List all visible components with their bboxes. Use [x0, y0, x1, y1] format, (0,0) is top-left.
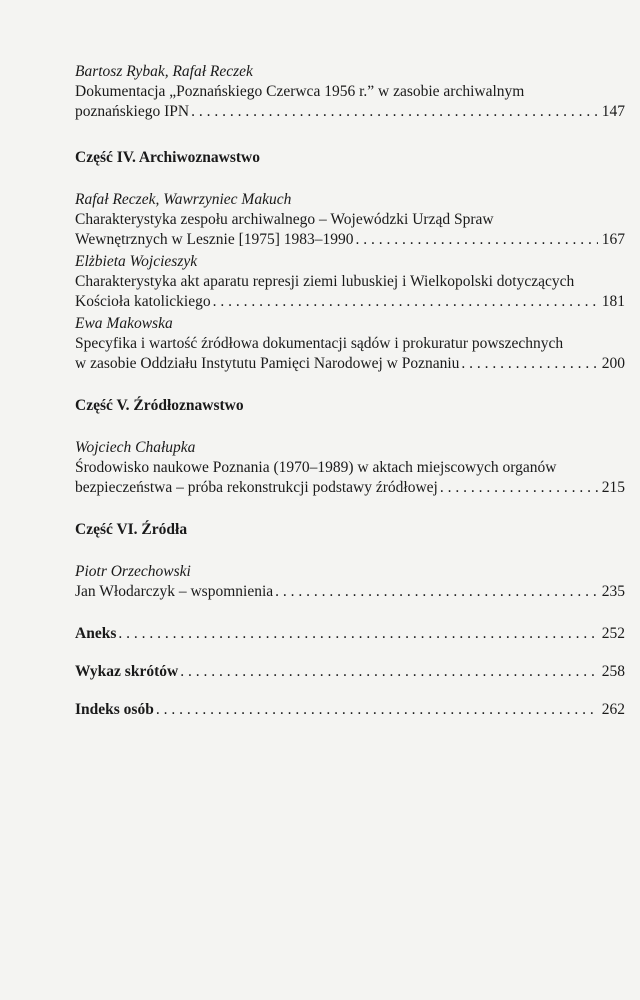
leader-dots [180, 662, 598, 682]
leader-dots [440, 478, 598, 498]
entry-author: Ewa Makowska [75, 315, 173, 332]
leader-dots [461, 354, 597, 374]
entry-author: Piotr Orzechowski [75, 563, 191, 580]
entry-title-line-with-page [75, 102, 625, 122]
toc-entry [75, 438, 625, 498]
page-number: 147 [601, 103, 625, 120]
entry-title-line: Kościoła katolickiego [75, 293, 211, 310]
entry-author: Rafał Reczek, Wawrzyniec Makuch [75, 191, 292, 208]
table-of-contents [75, 62, 625, 720]
entry-title: Indeks osób [75, 701, 154, 718]
toc-entry [75, 190, 625, 250]
page-number: 181 [601, 293, 625, 310]
entry-title-line: Jan Włodarczyk – wspomnienia [75, 583, 274, 600]
page-number: 200 [601, 355, 625, 372]
part-heading: Część VI. Źródła [75, 521, 188, 538]
leader-dots [213, 292, 598, 312]
toc-entry [75, 252, 625, 312]
entry-title-line-with-page [75, 230, 625, 250]
entry-title-line: bezpieczeństwa – próba rekonstrukcji podstawy źródłowej [75, 479, 438, 496]
entry-title: Wykaz skrótów [75, 663, 179, 680]
entry-author: Wojciech Chałupka [75, 439, 196, 456]
leader-dots [275, 582, 598, 602]
entry-title-line-with-page [75, 478, 625, 498]
entry-title-line: Dokumentacja „Poznańskiego Czerwca 1956 r.” w zasobie archiwalnym [75, 83, 525, 100]
entry-title-line: poznańskiego IPN [75, 103, 190, 120]
entry-title-line: Wewnętrznych w Lesznie [1975] 1983–1990 [75, 231, 354, 248]
page-number: 252 [601, 625, 625, 642]
leader-dots [156, 700, 598, 720]
entry-title-line: w zasobie Oddziału Instytutu Pamięci Narodowej w Poznaniu [75, 355, 460, 372]
part-heading: Część V. Źródłoznawstwo [75, 397, 244, 414]
page-number: 235 [601, 583, 625, 600]
leader-dots [191, 102, 598, 122]
page-number: 258 [601, 663, 625, 680]
entry-author: Elżbieta Wojcieszyk [75, 253, 198, 270]
part-heading: Część IV. Archiwoznawstwo [75, 149, 260, 166]
entry-title-line-with-page [75, 582, 625, 602]
entry-title: Aneks [75, 625, 117, 642]
entry-author: Bartosz Rybak, Rafał Reczek [75, 63, 253, 80]
entry-title-line: Charakterystyka zespołu archiwalnego – Wojewódzki Urząd Spraw [75, 211, 494, 228]
leader-dots [356, 230, 598, 250]
toc-entry [75, 62, 625, 122]
toc-entry [75, 562, 625, 602]
entry-title-line: Charakterystyka akt aparatu represji ziemi lubuskiej i Wielkopolski dotyczących [75, 273, 575, 290]
entry-title-line: Środowisko naukowe Poznania (1970–1989) w aktach miejscowych organów [75, 459, 557, 476]
toc-entry-index [75, 700, 625, 720]
entry-title-line-with-page [75, 354, 625, 374]
entry-title-line-with-page [75, 292, 625, 312]
page-number: 215 [601, 479, 625, 496]
page-number: 167 [601, 231, 625, 248]
toc-entry-abbreviations [75, 662, 625, 682]
entry-title-line: Specyfika i wartość źródłowa dokumentacji sądów i prokuratur powszechnych [75, 335, 564, 352]
toc-entry [75, 314, 625, 374]
page-number: 262 [601, 701, 625, 718]
leader-dots [118, 624, 597, 644]
toc-entry-aneks [75, 624, 625, 644]
